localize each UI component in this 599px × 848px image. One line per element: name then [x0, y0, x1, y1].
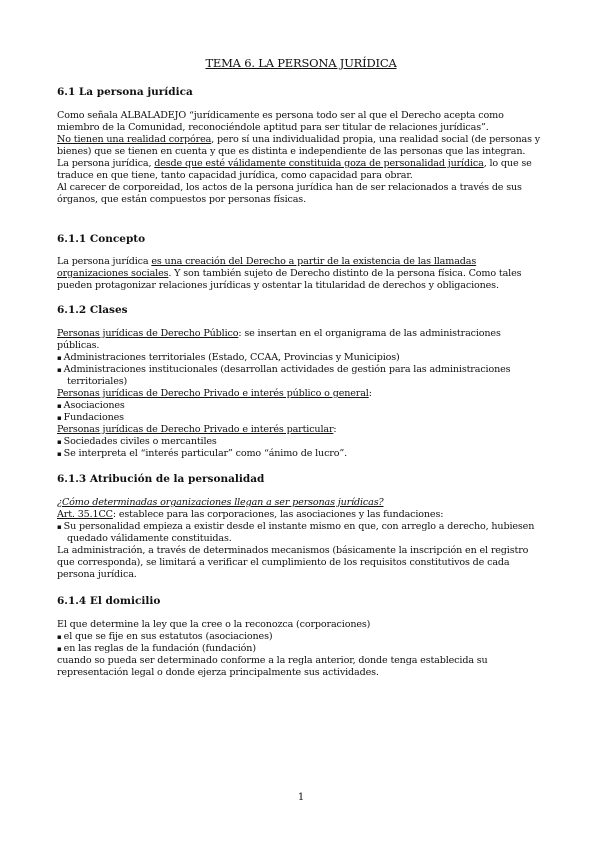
paragraph — [57, 256, 545, 292]
text: : establece para las corporaciones, las asociaciones y las fundaciones: — [112, 509, 444, 520]
heading-6-1-2: 6.1.2 Clases — [57, 304, 128, 316]
underlined-text: Personas jurídicas de Derecho Público — [57, 328, 239, 339]
page-title: TEMA 6. LA PERSONA JURÍDICA — [205, 56, 397, 70]
list-item: ▪ Administraciones territoriales (Estado, CCAA, Provincias y Municipios) — [57, 352, 545, 364]
list-item: ▪ en las reglas de la fundación (fundación) — [57, 643, 545, 655]
heading-6-1-3: 6.1.3 Atribución de la personalidad — [57, 473, 265, 485]
section-6-1-4-body — [57, 619, 545, 679]
paragraph — [57, 388, 545, 400]
text: : se insertan en el organigrama de las administraciones públicas. — [57, 328, 501, 351]
list-item: ▪ Su personalidad empieza a existir desde el instante mismo en que, con arreglo a derecho, hubiesen quedado válidamente constituidas. — [57, 521, 545, 545]
paragraph — [57, 509, 545, 521]
section-6-1-1-body — [57, 256, 545, 292]
paragraph — [57, 134, 545, 158]
paragraph: cuando so pueda ser determinado conforme a la regla anterior, donde tenga establecida su representación legal o donde ejerza principalmente sus actividades. — [57, 655, 488, 678]
question-text: ¿Cómo determinadas organizaciones llegan a ser personas jurídicas? — [57, 497, 384, 508]
article-reference: Art. 35.1CC — [57, 509, 113, 520]
text: : — [368, 388, 372, 399]
paragraph: Al carecer de corporeidad, los actos de la persona jurídica han de ser relacionados a través de sus órganos, que están compuestos por personas físicas. — [57, 182, 522, 205]
list-item: ▪ el que se fije en sus estatutos (asociaciones) — [57, 631, 545, 643]
underlined-text: es una creación del Derecho a partir de la existencia de las llamadas organizaciones sociales — [57, 256, 477, 279]
text: , lo que se traduce en que tiene, tanto capacidad jurídica, como capacidad para obrar. — [57, 158, 532, 181]
paragraph: Como señala ALBALADEJO “jurídicamente es persona todo ser al que el Derecho acepta como miembro de la Comunidad, reconociéndole aptitud para ser titular de relaciones jurídicas”. — [57, 110, 504, 133]
text: . Y son también sujeto de Derecho distinto de la persona física. Como tales pueden protagonizar relaciones jurídicas y ostentar la titularidad de derechos y obligaciones. — [57, 268, 522, 291]
underlined-text: No tienen una realidad corpórea — [57, 134, 212, 145]
paragraph: La administración, a través de determinados mecanismos (básicamente la inscripción en el registro que corresponda), se limitará a verificar el cumplimiento de los requisitos constitutivos de cada persona jurídica. — [57, 545, 529, 580]
section-6-1-body — [57, 110, 545, 206]
heading-6-1-4: 6.1.4 El domicilio — [57, 595, 161, 607]
text: , pero sí una individualidad propia, una realidad social (de personas y bienes) que se tienen en cuenta y que es distinta e independiente de las personas que las integran. — [57, 134, 541, 157]
heading-6-1-1: 6.1.1 Concepto — [57, 233, 146, 245]
list-item: ▪ Administraciones institucionales (desarrollan actividades de gestión para las administraciones territoriales) — [57, 364, 545, 388]
heading-6-1: 6.1 La persona jurídica — [57, 86, 193, 98]
text: : — [333, 424, 337, 435]
underlined-text: Personas jurídicas de Derecho Privado e interés público o general — [57, 388, 369, 399]
list-item: ▪ Sociedades civiles o mercantiles — [57, 436, 545, 448]
paragraph: El que determine la ley que la cree o la reconozca (corporaciones) — [57, 619, 371, 630]
section-6-1-2-body — [57, 328, 545, 460]
text: La persona jurídica — [57, 256, 152, 267]
text: La persona jurídica, — [57, 158, 155, 169]
paragraph — [57, 158, 545, 182]
paragraph — [57, 424, 545, 436]
list-item: ▪ Fundaciones — [57, 412, 545, 424]
list-item: ▪ Asociaciones — [57, 400, 545, 412]
underlined-text: Personas jurídicas de Derecho Privado e interés particular — [57, 424, 334, 435]
paragraph — [57, 328, 545, 352]
section-6-1-3-body — [57, 497, 545, 581]
page-number: 1 — [297, 792, 305, 803]
list-item: ▪ Se interpreta el “interés particular” como “ánimo de lucro”. — [57, 448, 545, 460]
underlined-text: desde que esté válidamente constituida goza de personalidad jurídica — [154, 158, 484, 169]
